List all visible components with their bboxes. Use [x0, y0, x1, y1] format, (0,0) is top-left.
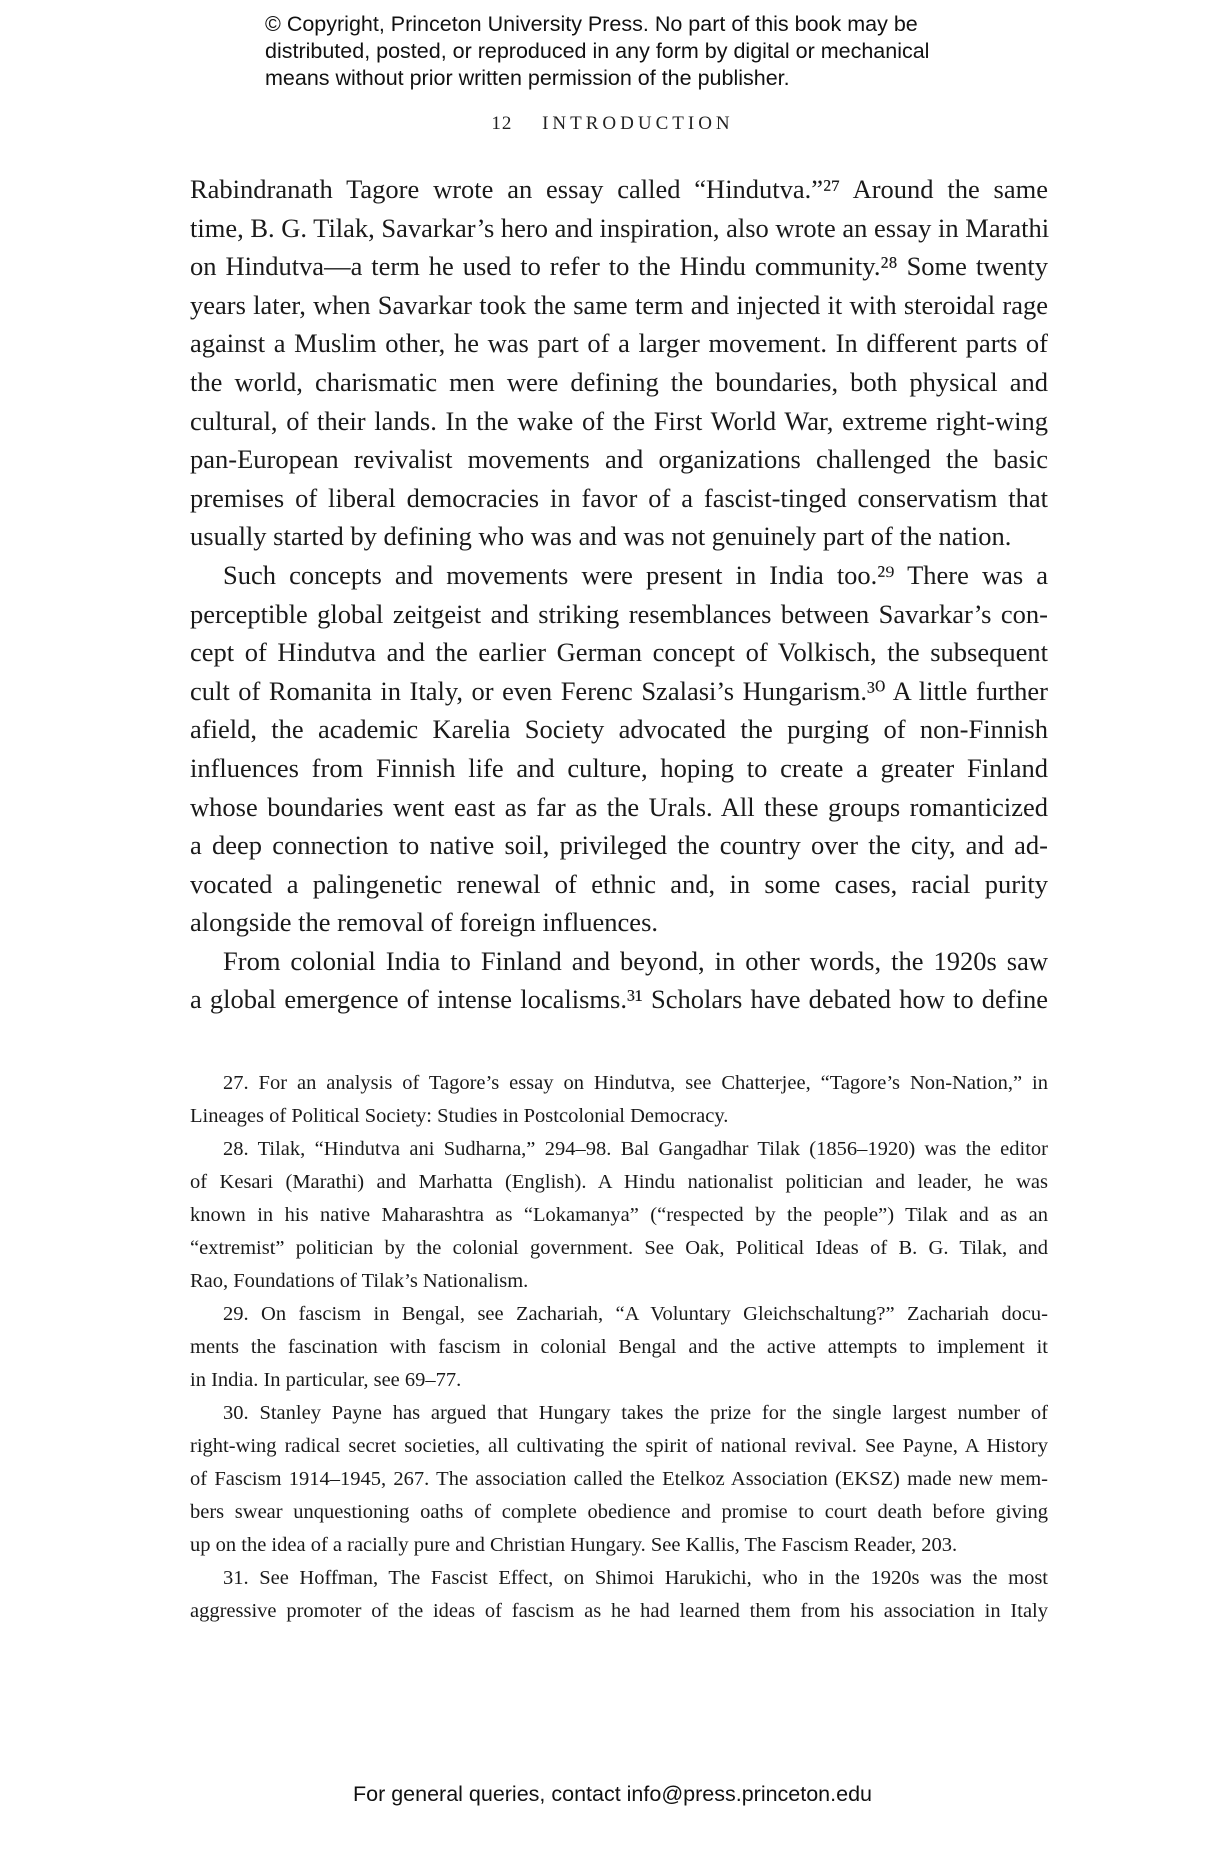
body-line: pan-European revivalist movements and organizations challenged the basic: [190, 444, 1048, 475]
body-line: afield, the academic Karelia Society advocated the purging of non-Finnish: [190, 714, 1048, 745]
body-line: alongside the removal of foreign influences.: [190, 907, 659, 938]
body-line: whose boundaries went east as far as the Urals. All these groups romanticized: [190, 791, 1048, 822]
body-line: cept of Hindutva and the earlier German concept of Volkisch, the subsequent: [190, 637, 1048, 668]
copyright-line: means without prior written permission of the publisher.: [265, 66, 790, 90]
body-line: on Hindutva—a term he used to refer to the Hindu community.²⁸ Some twenty: [190, 251, 1048, 282]
footnote-line: 28. Tilak, “Hindutva ani Sudharna,” 294–98. Bal Gangadhar Tilak (1856–1920) was the editor: [223, 1138, 1048, 1160]
copyright-notice: [265, 11, 1025, 92]
footnote-line: ments the fascination with fascism in colonial Bengal and the active attempts to implement it: [190, 1336, 1048, 1358]
body-line: influences from Finnish life and culture, hoping to create a greater Finland: [190, 752, 1048, 783]
running-head: [0, 113, 1225, 135]
footnotes: [190, 1067, 1048, 1628]
contact-footer: For general queries, contact info@press.princeton.edu: [352, 1782, 872, 1806]
section-title: INTRODUCTION: [542, 113, 734, 134]
body-line: Such concepts and movements were present in India too.²⁹ There was a: [223, 559, 1048, 590]
body-line: premises of liberal democracies in favor of a fascist-tinged conservatism that: [190, 482, 1048, 513]
copyright-line: distributed, posted, or reproduced in any form by digital or mechanical: [265, 39, 930, 63]
body-text: [190, 170, 1048, 1019]
body-line: the world, charismatic men were defining the boundaries, both physical and: [190, 366, 1048, 397]
footnote-line: 30. Stanley Payne has argued that Hungary takes the prize for the single largest number of: [223, 1402, 1048, 1424]
footnote-line: 29. On fascism in Bengal, see Zachariah, “A Voluntary Gleichschaltung?” Zachariah docu-: [223, 1303, 1048, 1325]
footnote-line: of Kesari (Marathi) and Marhatta (English). A Hindu nationalist politician and leader, he was: [190, 1171, 1048, 1193]
body-line: against a Muslim other, he was part of a larger movement. In different parts of: [190, 328, 1048, 359]
body-line: usually started by defining who was and was not genuinely part of the nation.: [190, 521, 1012, 552]
body-line: vocated a palingenetic renewal of ethnic and, in some cases, racial purity: [190, 868, 1048, 899]
body-line: From colonial India to Finland and beyond, in other words, the 1920s saw: [223, 945, 1048, 976]
body-line: cult of Romanita in Italy, or even Ferenc Szalasi’s Hungarism.³⁰ A little further: [190, 675, 1048, 706]
footnote-line: 27. For an analysis of Tagore’s essay on Hindutva, see Chatterjee, “Tagore’s Non-Nation,” in: [223, 1072, 1048, 1094]
footnote-line: known in his native Maharashtra as “Lokamanya” (“respected by the people”) Tilak and as an: [190, 1204, 1048, 1226]
footnote-line: “extremist” politician by the colonial government. See Oak, Political Ideas of B. G. Tilak, and: [190, 1237, 1048, 1259]
footnote-line: up on the idea of a racially pure and Christian Hungary. See Kallis, The Fascism Reader, 203.: [190, 1534, 958, 1556]
footnote-31: [190, 1562, 1048, 1628]
footnote-line: bers swear unquestioning oaths of complete obedience and promise to court death before giving: [190, 1501, 1048, 1523]
body-line: a global emergence of intense localisms.³¹ Scholars have debated how to define: [190, 984, 1048, 1015]
footnote-28: [190, 1133, 1048, 1298]
footnote-line: aggressive promoter of the ideas of fascism as he had learned them from his association in Italy: [190, 1600, 1048, 1622]
footnote-line: 31. See Hoffman, The Fascist Effect, on Shimoi Harukichi, who in the 1920s was the most: [223, 1567, 1048, 1589]
copyright-line: © Copyright, Princeton University Press. No part of this book may be: [265, 12, 918, 36]
body-line: a deep connection to native soil, privileged the country over the city, and ad-: [190, 830, 1048, 861]
body-line: time, B. G. Tilak, Savarkar’s hero and inspiration, also wrote an essay in Marathi: [190, 212, 1050, 243]
body-line: years later, when Savarkar took the same term and injected it with steroidal rage: [190, 289, 1048, 320]
body-line: Rabindranath Tagore wrote an essay called “Hindutva.”²⁷ Around the same: [190, 174, 1048, 204]
footnote-29: [190, 1298, 1048, 1397]
footnote-line: in India. In particular, see 69–77.: [190, 1369, 462, 1391]
footnote-line: right-wing radical secret societies, all cultivating the spirit of national revival. See Payne, A History: [190, 1435, 1048, 1457]
page-number: 12: [491, 113, 513, 134]
footnote-line: of Fascism 1914–1945, 267. The association called the Etelkoz Association (EKSZ) made new mem-: [190, 1468, 1048, 1490]
footnote-line: Lineages of Political Society: Studies in Postcolonial Democracy.: [190, 1105, 729, 1127]
footnote-line: Rao, Foundations of Tilak’s Nationalism.: [190, 1270, 529, 1292]
body-line: perceptible global zeitgeist and striking resemblances between Savarkar’s con-: [190, 598, 1048, 629]
footnote-27: [190, 1067, 1048, 1133]
footnote-30: [190, 1397, 1048, 1562]
body-line: cultural, of their lands. In the wake of the First World War, extreme right-wing: [190, 405, 1048, 436]
